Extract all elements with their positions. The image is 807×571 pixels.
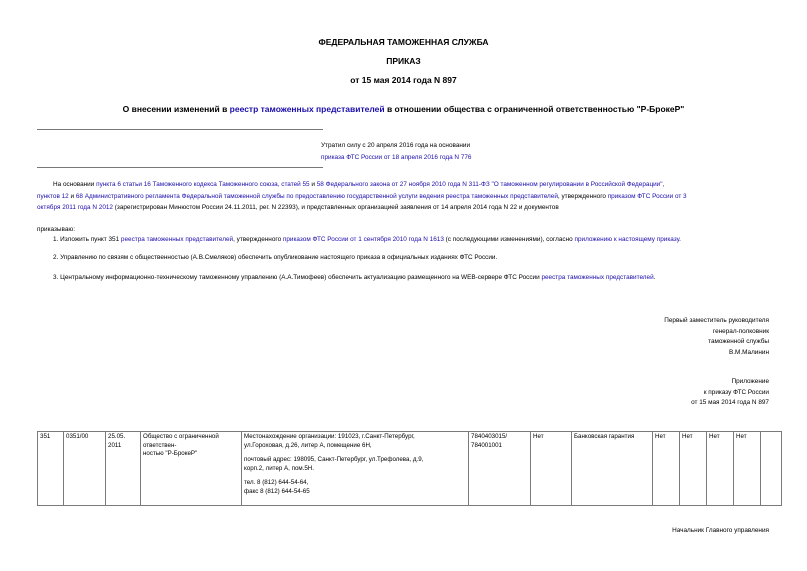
cell-org-name [141,432,242,506]
item-1-link-appendix[interactable]: приложению к настоящему приказу [574,236,680,243]
item-3-text-a: 3. Центральному информационно-техническому таможенному управлению (А.А.Тимофеев) обеспечить актуализацию размещенного на WEB-сервере ФТС России [53,274,542,281]
order-word: приказываю: [37,226,75,233]
title-suffix: в отношении общества с ограниченной ответственностью "Р-БрокеР" [384,104,685,114]
footer-chief: Начальник Главного управления [672,527,769,534]
preamble-text-5: (зарегистрирован Минюстом России 24.11.2011, рег. N 22393), и представленных организацией заявления от 14 апреля 2014 года N 22 и документов [112,204,559,211]
cell-reg-number: 0351/00 [64,432,106,506]
cell-inn [469,432,531,506]
preamble-line-3 [37,203,559,212]
doc-date: от 15 мая 2014 года N 897 [350,75,457,85]
cell-flag-1: Нет [531,432,572,506]
preamble-line-1 [53,180,664,189]
appendix-date: от 15 мая 2014 года N 897 [691,399,769,406]
title-registry-link[interactable]: реестр таможенных представителей [229,104,385,114]
cell-date-line-1: 25.05. [108,433,126,440]
item-1-text-d: . [679,236,681,243]
org-name: ФЕДЕРАЛЬНАЯ ТАМОЖЕННАЯ СЛУЖБА [318,37,489,47]
status-line: Утратил силу с 20 апреля 2016 года на основании [321,142,471,149]
preamble-link-order[interactable]: приказом ФТС России от 3 [607,193,687,200]
table-row [38,432,782,506]
cell-date [106,432,141,506]
cell-address-line-6: факс 8 (812) 644-54-65 [244,487,310,495]
preamble-link-reglament[interactable]: 68 Административного регламента Федеральной таможенной службы по предоставлению государственной услуги ведения реестра таможенных представителей [75,193,558,200]
item-3-link-registry[interactable]: реестра таможенных представителей [541,274,654,281]
registry-table [37,431,782,506]
signature-block [664,316,769,358]
appendix-title: Приложение [731,378,769,385]
divider-bottom [37,167,323,168]
signature-position: Первый заместитель руководителя [664,317,769,324]
preamble-text-3: и [68,193,76,200]
cell-address-line-4: корп.2, литер А, пом.5Н. [244,464,314,472]
cell-flag-3: Нет [680,432,707,506]
cell-date-line-2: 2011 [108,441,122,449]
cell-address-line-1: Местонахождение организации: 191023, г.Санкт-Петербург, [244,433,415,440]
cell-address-line-5: тел. 8 (812) 644-54-64, [244,479,309,487]
cell-inn-line-1: 7840403015/ [471,433,508,440]
cell-org-line-1: Общество с ограниченной [143,433,219,440]
preamble-text-2: и [309,181,317,188]
divider-top [37,129,323,130]
preamble-link-order-date[interactable]: октября 2011 года N 2012 [37,204,113,211]
cell-org-line-2: ответствен- [143,441,177,449]
preamble-text-1: На основании [53,181,97,188]
signature-rank: генерал-полковник [712,327,769,335]
item-1-link-order[interactable]: приказом ФТС России от 1 сентября 2010 года N 1613 [282,236,444,243]
status-link[interactable]: приказа ФТС России от 18 апреля 2016 года N 776 [321,154,472,161]
item-1-text-a: 1. Изложить пункт 351 [53,236,121,243]
cell-address-line-2: ул.Гороховая, д.26, литер А, помещение 6Н, [244,441,372,449]
cell-flag-4: Нет [707,432,734,506]
cell-flag-6 [761,432,782,506]
cell-address-line-3: почтовый адрес: 198095, Санкт-Петербург, ул.Трефолева, д.9, [244,456,424,464]
cell-guarantee: Банковская гарантия [572,432,653,506]
signature-service: таможенной службы [708,338,769,345]
preamble-link-code[interactable]: пункта 6 статьи 16 Таможенного кодекса Таможенного союза, статей 55 [96,181,310,188]
cell-address [242,432,469,506]
title-prefix: О внесении изменений в [122,104,230,114]
appendix-block [691,377,769,409]
item-1-text-b: , утвержденного [233,236,283,243]
preamble-line-2 [37,192,687,201]
item-3-text-b: . [653,274,656,281]
cell-inn-line-2: 784001001 [471,441,502,449]
cell-number: 351 [38,432,64,506]
item-2: 2. Управлению по связям с общественностью (А.В.Смеляков) обеспечить опубликование настоящего приказа в официальных изданиях ФТС России. [53,254,498,261]
cell-flag-2: Нет [653,432,680,506]
doc-type: ПРИКАЗ [386,56,421,66]
item-3 [53,273,655,282]
preamble-text-4: , утвержденного [557,193,608,200]
cell-org-line-3: ностью "Р-БрокеР" [143,450,198,458]
doc-title [0,104,807,114]
cell-flag-5: Нет [734,432,761,506]
item-1-text-c: (с последующими изменениями), согласно [443,236,575,243]
item-1-link-registry[interactable]: реестра таможенных представителей [120,236,234,243]
item-1 [53,235,681,244]
appendix-ref: к приказу ФТС России [703,388,769,396]
preamble-link-law[interactable]: 58 Федерального закона от 27 ноября 2010 года N 311-ФЗ "О таможенном регулировании в Российской Федерации", [316,181,665,188]
signature-name: В.М.Малинин [728,348,769,356]
preamble-link-p12[interactable]: пунктов 12 [37,193,69,200]
